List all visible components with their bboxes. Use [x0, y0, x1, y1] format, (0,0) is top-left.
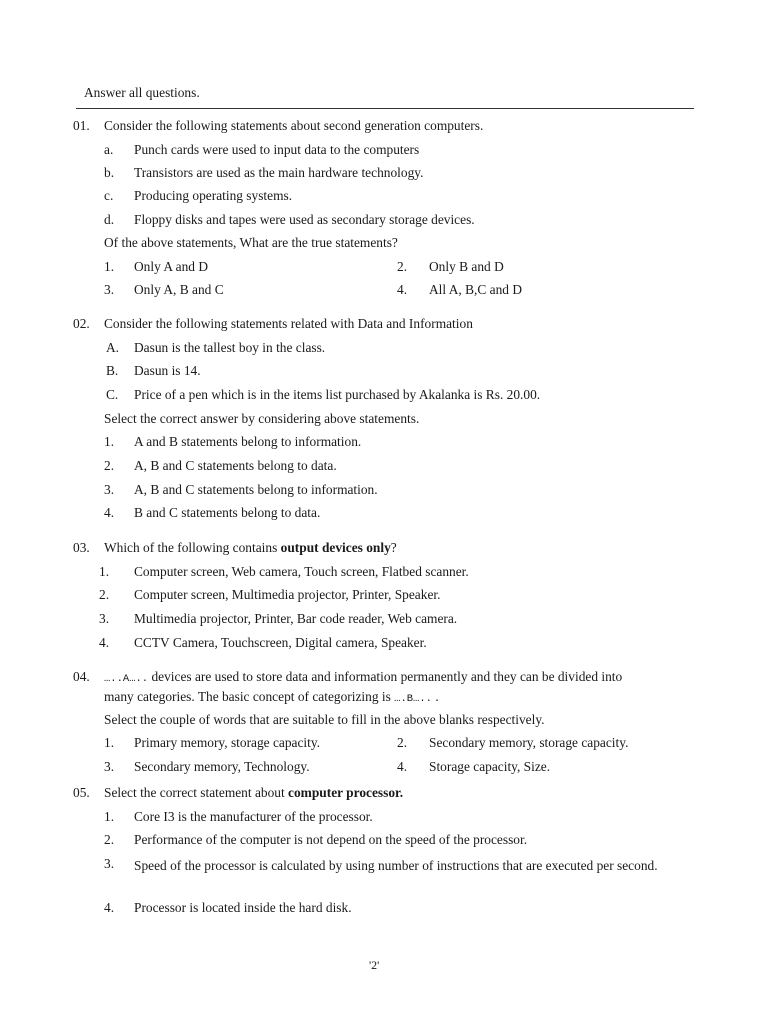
- statement-label: A.: [106, 340, 120, 355]
- option-text: A and B statements belong to information.: [134, 434, 362, 449]
- option-label: 2.: [397, 259, 408, 274]
- option-text: Secondary memory, Technology.: [134, 759, 310, 774]
- option-text: Only B and D: [429, 259, 504, 274]
- statement-text: Floppy disks and tapes were used as secondary storage devices.: [134, 212, 475, 227]
- option-label: 2.: [104, 458, 115, 473]
- question-stem: [104, 785, 403, 801]
- option-text: Multimedia projector, Printer, Bar code reader, Web camera.: [134, 611, 458, 626]
- stem-text: ?: [390, 540, 397, 555]
- statement-label: C.: [106, 387, 119, 402]
- question-number: 02.: [73, 316, 90, 331]
- blank-b: ….B…..: [394, 693, 432, 705]
- instruction-text: Answer all questions.: [84, 85, 200, 100]
- question-prompt: Of the above statements, What are the true statements?: [104, 235, 398, 250]
- option-label: 3.: [104, 482, 115, 497]
- question-stem: Consider the following statements about second generation computers.: [104, 118, 484, 133]
- option-label: 3.: [104, 856, 115, 871]
- question-prompt: Select the correct answer by considering above statements.: [104, 411, 420, 426]
- option-label: 3.: [99, 611, 110, 626]
- statement-text: Transistors are used as the main hardware technology.: [134, 165, 424, 180]
- option-text: Secondary memory, storage capacity.: [429, 735, 629, 750]
- option-label: 4.: [104, 900, 115, 915]
- option-label: 4.: [104, 505, 115, 520]
- option-label: 1.: [104, 259, 115, 274]
- stem-text: .: [431, 689, 439, 704]
- option-label: 2.: [99, 587, 110, 602]
- option-text: CCTV Camera, Touchscreen, Digital camera, Speaker.: [134, 635, 427, 650]
- option-text: Computer screen, Web camera, Touch screen, Flatbed scanner.: [134, 564, 469, 579]
- question-number: 03.: [73, 540, 90, 555]
- question-number: 05.: [73, 785, 90, 800]
- option-text: A, B and C statements belong to information.: [134, 482, 378, 497]
- option-label: 2.: [397, 735, 408, 750]
- statement-label: d.: [104, 212, 115, 227]
- statement-text: Price of a pen which is in the items list purchased by Akalanka is Rs. 20.00.: [134, 387, 541, 402]
- statement-text: Dasun is the tallest boy in the class.: [134, 340, 326, 355]
- option-label: 4.: [397, 282, 408, 297]
- question-stem: [104, 540, 397, 556]
- option-label: 1.: [104, 809, 115, 824]
- question-number: 04.: [73, 669, 90, 684]
- option-text: Primary memory, storage capacity.: [134, 735, 321, 750]
- statement-label: B.: [106, 363, 119, 378]
- option-label: 3.: [104, 759, 115, 774]
- page-number: '2': [369, 958, 380, 972]
- statement-text: Punch cards were used to input data to the computers: [134, 142, 420, 157]
- question-stem-line: [104, 669, 622, 685]
- option-text: A, B and C statements belong to data.: [134, 458, 337, 473]
- option-text: Speed of the processor is calculated by using number of instructions that are executed per second.: [134, 858, 658, 873]
- stem-text: many categories. The basic concept of categorizing is: [104, 689, 395, 704]
- option-label: 1.: [104, 735, 115, 750]
- option-text: Processor is located inside the hard disk.: [134, 900, 352, 915]
- statement-text: Dasun is 14.: [134, 363, 201, 378]
- option-text: Only A and D: [134, 259, 209, 274]
- option-text: Storage capacity, Size.: [429, 759, 551, 774]
- option-label: 2.: [104, 832, 115, 847]
- option-text: Computer screen, Multimedia projector, Printer, Speaker.: [134, 587, 441, 602]
- question-number: 01.: [73, 118, 90, 133]
- option-label: 1.: [99, 564, 110, 579]
- option-label: 4.: [99, 635, 110, 650]
- stem-emphasis: output devices only: [280, 540, 391, 555]
- option-label: 4.: [397, 759, 408, 774]
- question-stem-line: [104, 689, 439, 705]
- stem-emphasis: computer processor.: [288, 785, 404, 800]
- question-prompt: Select the couple of words that are suitable to fill in the above blanks respectively.: [104, 712, 545, 727]
- option-text: Core I3 is the manufacturer of the processor.: [134, 809, 373, 824]
- statement-label: c.: [104, 188, 114, 203]
- option-text: Performance of the computer is not depend on the speed of the processor.: [134, 832, 528, 847]
- blank-a: …..A…..: [104, 673, 149, 685]
- question-stem: Consider the following statements related with Data and Information: [104, 316, 473, 331]
- stem-text: devices are used to store data and information permanently and they can be divided into: [148, 669, 623, 684]
- option-text: B and C statements belong to data.: [134, 505, 321, 520]
- statement-label: b.: [104, 165, 115, 180]
- statement-label: a.: [104, 142, 114, 157]
- stem-text: Select the correct statement about: [104, 785, 289, 800]
- option-label: 1.: [104, 434, 115, 449]
- header-divider: [76, 108, 694, 109]
- option-label: 3.: [104, 282, 115, 297]
- option-text: Only A, B and C: [134, 282, 224, 297]
- option-text: All A, B,C and D: [429, 282, 522, 297]
- stem-text: Which of the following contains: [104, 540, 281, 555]
- statement-text: Producing operating systems.: [134, 188, 293, 203]
